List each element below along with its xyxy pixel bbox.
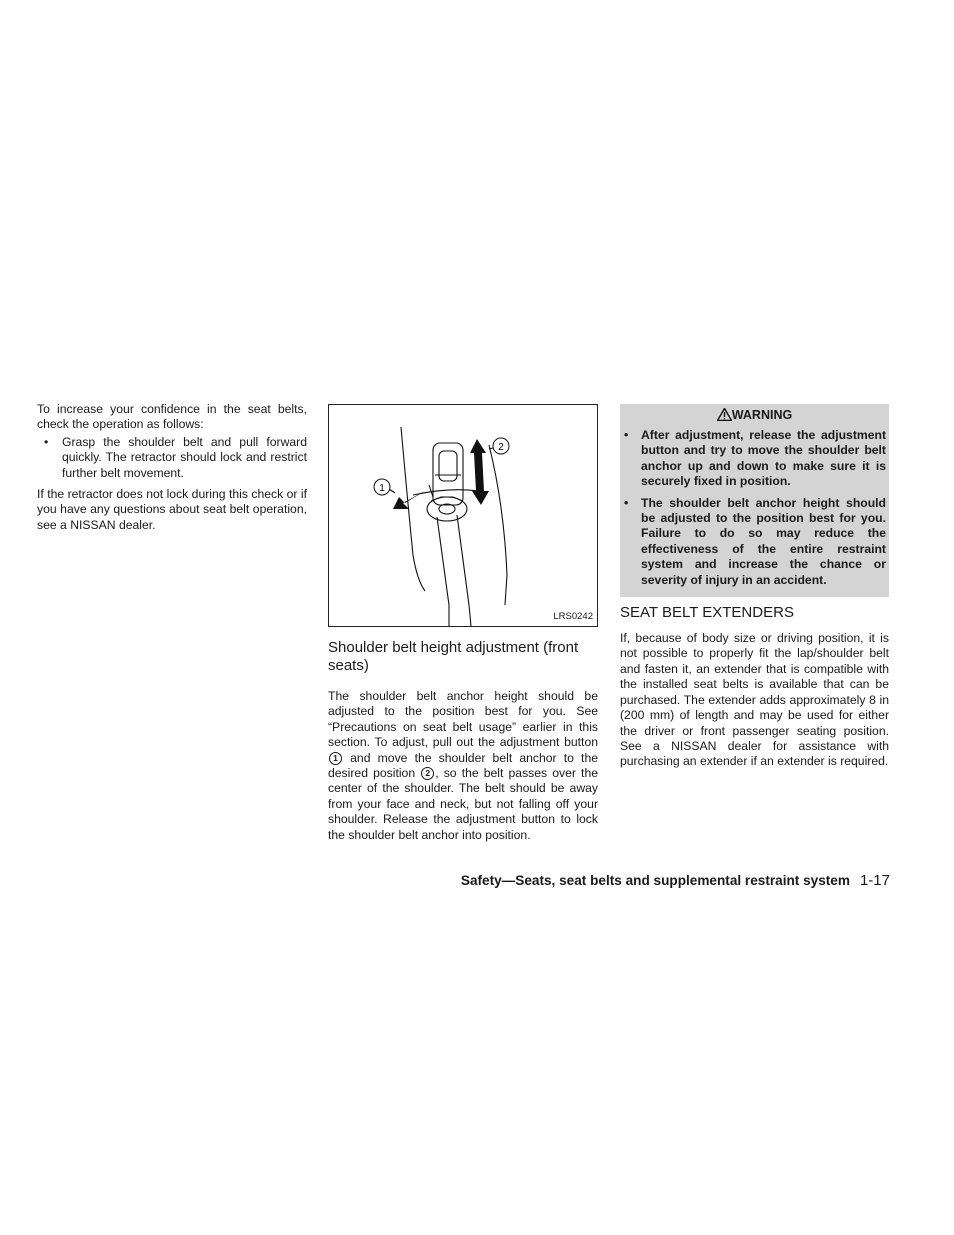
- adjustment-paragraph: The shoulder belt anchor height should be adjusted to the position best for you. See “Precautions on seat belt usage” earlier in this section. To adjust, pull out the adjustment button 1 and move the shoulder belt anchor to the desired position 2 , so the belt passes over the center of the shoulder. The belt should be away from your face and neck, but not falling off your shoulder. Release the adjustment button to lock the shoulder belt anchor into position.: [328, 689, 599, 842]
- warning-list: [623, 428, 886, 588]
- list-item: • The shoulder belt anchor height should be adjusted to the position best for you. Failure to do so may reduce the effectiveness of the entire restraint system and increase the chance or severity of injury in an accident.: [624, 495, 886, 587]
- check-list: [37, 435, 307, 481]
- bullet-icon: •: [44, 434, 49, 449]
- marker-1: 1: [329, 752, 342, 765]
- subheading: Shoulder belt height adjustment (front seats): [328, 639, 579, 674]
- intro-paragraph: To increase your confidence in the seat belts, check the operation as follows:: [37, 402, 307, 432]
- callout-2: 2: [498, 442, 504, 453]
- callout-1: 1: [379, 483, 385, 494]
- footer-section-title: Safety—Seats, seat belts and supplemental restraint system: [460, 873, 850, 888]
- list-item: • After adjustment, release the adjustment button and try to move the shoulder belt anchor up and down to make sure it is securely fixed in position.: [624, 428, 886, 489]
- page-number: 1-17: [859, 872, 890, 889]
- page-footer: [461, 872, 890, 890]
- belt-adjustment-figure: [328, 404, 598, 627]
- middle-column: [328, 404, 598, 843]
- right-column: [620, 404, 889, 770]
- section-heading: SEAT BELT EXTENDERS: [620, 604, 794, 622]
- left-column: [37, 402, 307, 533]
- bullet-icon: •: [624, 428, 629, 442]
- shoulder-belt-illustration: [329, 405, 597, 626]
- bullet-icon: •: [624, 495, 629, 510]
- marker-2: 2: [421, 767, 434, 780]
- warning-title: WARNING: [623, 408, 886, 422]
- warning-triangle-icon: [717, 408, 732, 421]
- warning-box: [620, 404, 889, 597]
- extenders-paragraph: If, because of body size or driving position, it is not possible to properly fit the lap/shoulder belt and fasten it, an extender that is compatible with the installed seat belts is available that can be purchased. The extender adds approximately 8 in (200 mm) of length and may be used for either the driver or front passenger seating position. See a NISSAN dealer for assistance with purchasing an extender if an extender is required.: [620, 631, 889, 769]
- closing-paragraph: If the retractor does not lock during this check or if you have any questions about seat belt operation, see a NISSAN dealer.: [37, 487, 307, 532]
- figure-id: LRS0242: [553, 610, 593, 622]
- list-item: • Grasp the shoulder belt and pull forward quickly. The retractor should lock and restrict further belt movement.: [44, 434, 307, 480]
